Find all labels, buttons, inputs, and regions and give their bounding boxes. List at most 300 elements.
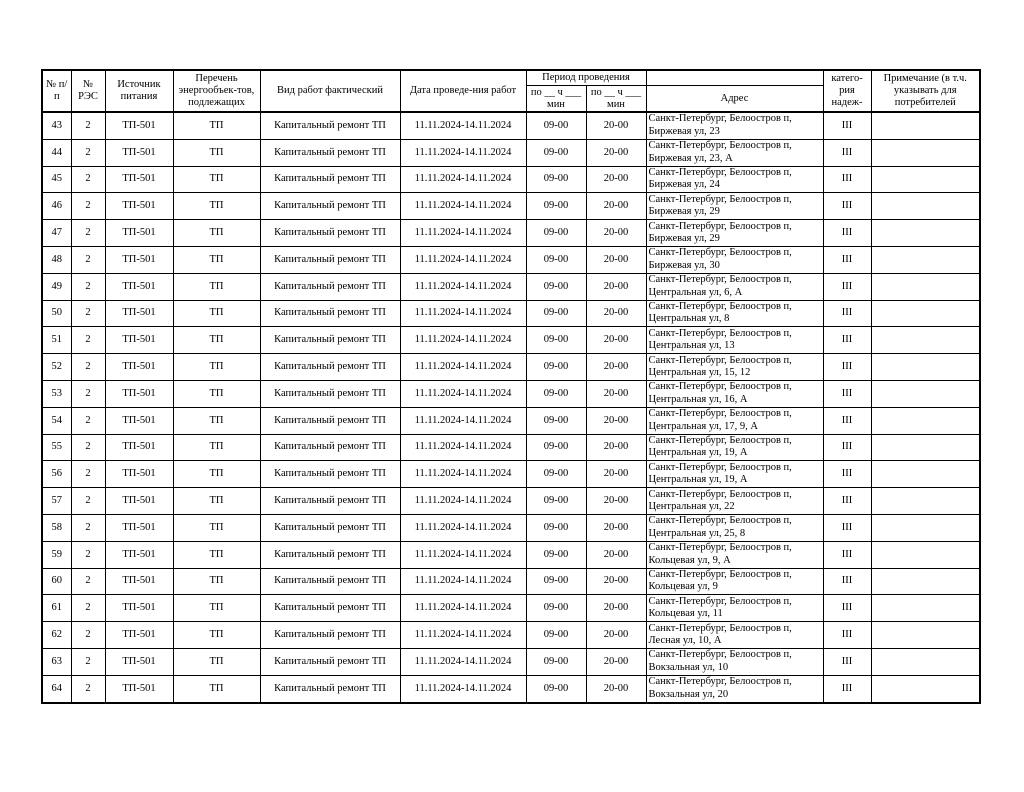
cell-work-type: Капитальный ремонт ТП [260,380,400,407]
cell-object: ТП [173,461,260,488]
cell-to: 20-00 [586,514,646,541]
address-line-2: Центральная ул, 13 [648,340,735,352]
address-line-1: Санкт-Петербург, Белоостров п, [648,354,792,366]
cell-res: 2 [71,541,105,568]
cell-object: ТП [173,112,260,139]
address-line-1: Санкт-Петербург, Белоостров п, [648,488,792,500]
cell-category: III [823,648,871,675]
cell-note [871,300,980,327]
cell-date: 11.11.2024-14.11.2024 [400,193,526,220]
cell-res: 2 [71,246,105,273]
cell-object: ТП [173,327,260,354]
cell-object: ТП [173,541,260,568]
cell-category: III [823,595,871,622]
cell-res: 2 [71,327,105,354]
cell-num: 45 [42,166,71,193]
table-row [42,568,980,595]
cell-num: 49 [42,273,71,300]
cell-work-type: Капитальный ремонт ТП [260,112,400,139]
cell-note [871,622,980,649]
address-line-1: Санкт-Петербург, Белоостров п, [648,381,792,393]
cell-source: ТП-501 [105,434,173,461]
cell-category: III [823,246,871,273]
cell-from: 09-00 [526,434,586,461]
cell-num: 50 [42,300,71,327]
cell-source: ТП-501 [105,461,173,488]
cell-from: 09-00 [526,166,586,193]
cell-num: 47 [42,220,71,247]
table-row [42,300,980,327]
cell-object: ТП [173,407,260,434]
cell-res: 2 [71,193,105,220]
cell-res: 2 [71,568,105,595]
cell-from: 09-00 [526,622,586,649]
cell-from: 09-00 [526,220,586,247]
cell-work-type: Капитальный ремонт ТП [260,407,400,434]
cell-object: ТП [173,193,260,220]
cell-address [646,568,823,595]
table-row [42,541,980,568]
cell-source: ТП-501 [105,407,173,434]
cell-category: III [823,675,871,702]
cell-note [871,675,980,702]
cell-from: 09-00 [526,139,586,166]
cell-source: ТП-501 [105,380,173,407]
cell-res: 2 [71,220,105,247]
table-row [42,461,980,488]
cell-object: ТП [173,568,260,595]
address-line-2: Биржевая ул, 24 [648,179,720,191]
cell-num: 43 [42,112,71,139]
address-line-1: Санкт-Петербург, Белоостров п, [648,676,792,688]
cell-source: ТП-501 [105,514,173,541]
cell-address [646,380,823,407]
cell-num: 55 [42,434,71,461]
address-line-1: Санкт-Петербург, Белоостров п, [648,193,792,205]
cell-num: 52 [42,354,71,381]
cell-res: 2 [71,407,105,434]
cell-category: III [823,354,871,381]
cell-work-type: Капитальный ремонт ТП [260,327,400,354]
cell-address [646,541,823,568]
cell-work-type: Капитальный ремонт ТП [260,273,400,300]
cell-from: 09-00 [526,193,586,220]
address-line-1: Санкт-Петербург, Белоостров п, [648,300,792,312]
cell-from: 09-00 [526,461,586,488]
cell-to: 20-00 [586,622,646,649]
cell-to: 20-00 [586,648,646,675]
cell-from: 09-00 [526,541,586,568]
address-line-2: Вокзальная ул, 10 [648,661,729,673]
cell-to: 20-00 [586,246,646,273]
cell-work-type: Капитальный ремонт ТП [260,675,400,702]
cell-category: III [823,166,871,193]
table-row [42,648,980,675]
cell-to: 20-00 [586,273,646,300]
address-line-1: Санкт-Петербург, Белоостров п, [648,568,792,580]
cell-address [646,407,823,434]
cell-note [871,568,980,595]
cell-address [646,514,823,541]
address-line-2: Центральная ул, 19, А [648,474,748,486]
cell-category: III [823,300,871,327]
cell-address [646,675,823,702]
cell-object: ТП [173,434,260,461]
cell-work-type: Капитальный ремонт ТП [260,568,400,595]
cell-date: 11.11.2024-14.11.2024 [400,166,526,193]
cell-category: III [823,220,871,247]
address-line-1: Санкт-Петербург, Белоостров п, [648,461,792,473]
cell-num: 63 [42,648,71,675]
cell-date: 11.11.2024-14.11.2024 [400,139,526,166]
table-row [42,246,980,273]
cell-source: ТП-501 [105,220,173,247]
cell-date: 11.11.2024-14.11.2024 [400,488,526,515]
cell-res: 2 [71,354,105,381]
address-line-2: Биржевая ул, 29 [648,233,720,245]
cell-work-type: Капитальный ремонт ТП [260,166,400,193]
cell-note [871,193,980,220]
address-line-1: Санкт-Петербург, Белоостров п, [648,649,792,661]
cell-work-type: Капитальный ремонт ТП [260,434,400,461]
cell-note [871,488,980,515]
cell-object: ТП [173,300,260,327]
cell-note [871,327,980,354]
cell-date: 11.11.2024-14.11.2024 [400,246,526,273]
cell-address [646,300,823,327]
table-row [42,488,980,515]
table-row [42,514,980,541]
address-line-1: Санкт-Петербург, Белоостров п, [648,140,792,152]
header-source: Источник питания [105,70,173,112]
table-body [42,112,980,703]
cell-object: ТП [173,595,260,622]
cell-to: 20-00 [586,541,646,568]
address-line-1: Санкт-Петербург, Белоостров п, [648,622,792,634]
cell-date: 11.11.2024-14.11.2024 [400,407,526,434]
cell-date: 11.11.2024-14.11.2024 [400,380,526,407]
cell-res: 2 [71,514,105,541]
cell-res: 2 [71,300,105,327]
cell-source: ТП-501 [105,622,173,649]
cell-res: 2 [71,648,105,675]
address-line-2: Центральная ул, 6, А [648,286,743,298]
cell-source: ТП-501 [105,273,173,300]
cell-address [646,112,823,139]
address-line-2: Кольцевая ул, 9 [648,581,718,593]
cell-source: ТП-501 [105,300,173,327]
cell-res: 2 [71,139,105,166]
cell-category: III [823,514,871,541]
address-line-2: Биржевая ул, 29 [648,206,720,218]
cell-date: 11.11.2024-14.11.2024 [400,541,526,568]
cell-to: 20-00 [586,568,646,595]
cell-category: III [823,407,871,434]
cell-category: III [823,380,871,407]
cell-category: III [823,622,871,649]
cell-from: 09-00 [526,595,586,622]
cell-address [646,354,823,381]
cell-note [871,139,980,166]
cell-object: ТП [173,139,260,166]
cell-address [646,434,823,461]
table-row [42,112,980,139]
cell-to: 20-00 [586,139,646,166]
address-line-2: Центральная ул, 25, 8 [648,527,746,539]
cell-object: ТП [173,354,260,381]
cell-note [871,380,980,407]
cell-note [871,166,980,193]
cell-date: 11.11.2024-14.11.2024 [400,354,526,381]
cell-note [871,595,980,622]
cell-res: 2 [71,488,105,515]
header-to: по __ ч ___ мин [586,86,646,113]
header-work-type: Вид работ фактический [260,70,400,112]
address-line-2: Центральная ул, 22 [648,501,735,513]
table-row [42,622,980,649]
cell-num: 53 [42,380,71,407]
cell-object: ТП [173,166,260,193]
address-line-2: Биржевая ул, 30 [648,259,720,271]
cell-to: 20-00 [586,166,646,193]
address-line-1: Санкт-Петербург, Белоостров п, [648,434,792,446]
address-line-1: Санкт-Петербург, Белоостров п, [648,274,792,286]
cell-num: 61 [42,595,71,622]
address-line-1: Санкт-Петербург, Белоостров п, [648,408,792,420]
table-row [42,595,980,622]
address-line-1: Санкт-Петербург, Белоостров п, [648,113,792,125]
cell-from: 09-00 [526,300,586,327]
cell-object: ТП [173,380,260,407]
cell-category: III [823,139,871,166]
cell-to: 20-00 [586,675,646,702]
cell-from: 09-00 [526,514,586,541]
address-line-2: Центральная ул, 8 [648,313,730,325]
cell-from: 09-00 [526,568,586,595]
cell-object: ТП [173,675,260,702]
address-line-2: Биржевая ул, 23 [648,125,720,137]
cell-note [871,112,980,139]
cell-source: ТП-501 [105,166,173,193]
cell-address [646,166,823,193]
cell-category: III [823,112,871,139]
cell-address [646,595,823,622]
table-row [42,434,980,461]
cell-category: III [823,541,871,568]
cell-to: 20-00 [586,488,646,515]
cell-note [871,407,980,434]
cell-source: ТП-501 [105,541,173,568]
cell-to: 20-00 [586,407,646,434]
cell-note [871,541,980,568]
cell-source: ТП-501 [105,327,173,354]
cell-note [871,648,980,675]
cell-date: 11.11.2024-14.11.2024 [400,461,526,488]
cell-num: 56 [42,461,71,488]
cell-res: 2 [71,622,105,649]
cell-date: 11.11.2024-14.11.2024 [400,514,526,541]
cell-category: III [823,461,871,488]
header-category: катего-рия надеж- [823,70,871,112]
header-address: Адрес [646,86,823,113]
address-line-2: Биржевая ул, 23, А [648,152,733,164]
header-period: Период проведения [526,70,646,86]
header-address-top [646,70,823,86]
cell-num: 60 [42,568,71,595]
cell-work-type: Капитальный ремонт ТП [260,139,400,166]
cell-address [646,622,823,649]
cell-to: 20-00 [586,220,646,247]
cell-res: 2 [71,380,105,407]
cell-date: 11.11.2024-14.11.2024 [400,327,526,354]
table-row [42,380,980,407]
cell-address [646,648,823,675]
address-line-1: Санкт-Петербург, Белоостров п, [648,247,792,259]
cell-to: 20-00 [586,193,646,220]
cell-from: 09-00 [526,380,586,407]
cell-date: 11.11.2024-14.11.2024 [400,648,526,675]
table-row [42,675,980,702]
cell-from: 09-00 [526,246,586,273]
address-line-2: Кольцевая ул, 9, А [648,554,731,566]
cell-category: III [823,568,871,595]
address-line-1: Санкт-Петербург, Белоостров п, [648,166,792,178]
cell-num: 54 [42,407,71,434]
cell-res: 2 [71,461,105,488]
cell-work-type: Капитальный ремонт ТП [260,354,400,381]
cell-to: 20-00 [586,434,646,461]
cell-address [646,273,823,300]
cell-address [646,139,823,166]
cell-res: 2 [71,595,105,622]
cell-source: ТП-501 [105,568,173,595]
cell-date: 11.11.2024-14.11.2024 [400,568,526,595]
table-row [42,327,980,354]
cell-object: ТП [173,220,260,247]
cell-num: 44 [42,139,71,166]
cell-date: 11.11.2024-14.11.2024 [400,622,526,649]
cell-num: 59 [42,541,71,568]
cell-note [871,461,980,488]
cell-to: 20-00 [586,461,646,488]
outage-schedule-table [41,69,981,704]
address-line-1: Санкт-Петербург, Белоостров п, [648,595,792,607]
cell-from: 09-00 [526,407,586,434]
cell-to: 20-00 [586,300,646,327]
address-line-2: Центральная ул, 19, А [648,447,748,459]
cell-source: ТП-501 [105,139,173,166]
header-objects: Перечень энергообъек-тов, подлежащих [173,70,260,112]
cell-category: III [823,434,871,461]
cell-from: 09-00 [526,273,586,300]
cell-category: III [823,273,871,300]
cell-source: ТП-501 [105,354,173,381]
cell-address [646,327,823,354]
cell-from: 09-00 [526,675,586,702]
address-line-2: Кольцевая ул, 11 [648,608,723,620]
table-row [42,166,980,193]
cell-work-type: Капитальный ремонт ТП [260,220,400,247]
table-row [42,193,980,220]
header-res: № РЭС [71,70,105,112]
cell-category: III [823,488,871,515]
header-from: по __ ч ___ мин [526,86,586,113]
address-line-1: Санкт-Петербург, Белоостров п, [648,327,792,339]
header-note: Примечание (в т.ч. указывать для потребителей [871,70,980,112]
cell-work-type: Капитальный ремонт ТП [260,541,400,568]
cell-res: 2 [71,166,105,193]
cell-res: 2 [71,434,105,461]
cell-address [646,246,823,273]
cell-object: ТП [173,648,260,675]
cell-date: 11.11.2024-14.11.2024 [400,595,526,622]
cell-num: 48 [42,246,71,273]
cell-source: ТП-501 [105,488,173,515]
cell-from: 09-00 [526,354,586,381]
cell-note [871,220,980,247]
cell-object: ТП [173,514,260,541]
cell-res: 2 [71,675,105,702]
cell-source: ТП-501 [105,193,173,220]
table-row [42,354,980,381]
cell-note [871,246,980,273]
cell-date: 11.11.2024-14.11.2024 [400,220,526,247]
cell-date: 11.11.2024-14.11.2024 [400,434,526,461]
cell-source: ТП-501 [105,675,173,702]
cell-from: 09-00 [526,648,586,675]
address-line-2: Центральная ул, 17, 9, А [648,420,758,432]
cell-res: 2 [71,112,105,139]
cell-to: 20-00 [586,112,646,139]
cell-address [646,220,823,247]
cell-num: 51 [42,327,71,354]
cell-num: 57 [42,488,71,515]
header-date: Дата проведе-ния работ [400,70,526,112]
table-row [42,139,980,166]
header-num: № п/п [42,70,71,112]
cell-note [871,434,980,461]
cell-num: 64 [42,675,71,702]
cell-work-type: Капитальный ремонт ТП [260,648,400,675]
cell-work-type: Капитальный ремонт ТП [260,622,400,649]
table-header [42,70,980,112]
cell-note [871,273,980,300]
address-line-2: Центральная ул, 15, 12 [648,367,751,379]
address-line-2: Вокзальная ул, 20 [648,688,729,700]
cell-category: III [823,327,871,354]
cell-address [646,461,823,488]
cell-note [871,354,980,381]
cell-to: 20-00 [586,595,646,622]
cell-address [646,193,823,220]
table-row [42,407,980,434]
cell-source: ТП-501 [105,112,173,139]
table-row [42,220,980,247]
cell-to: 20-00 [586,354,646,381]
cell-num: 58 [42,514,71,541]
address-line-1: Санкт-Петербург, Белоостров п, [648,515,792,527]
cell-date: 11.11.2024-14.11.2024 [400,112,526,139]
address-line-1: Санкт-Петербург, Белоостров п, [648,220,792,232]
cell-address [646,488,823,515]
cell-source: ТП-501 [105,595,173,622]
cell-work-type: Капитальный ремонт ТП [260,300,400,327]
address-line-2: Лесная ул, 10, А [648,635,722,647]
cell-date: 11.11.2024-14.11.2024 [400,300,526,327]
cell-res: 2 [71,273,105,300]
cell-work-type: Капитальный ремонт ТП [260,461,400,488]
address-line-1: Санкт-Петербург, Белоостров п, [648,542,792,554]
